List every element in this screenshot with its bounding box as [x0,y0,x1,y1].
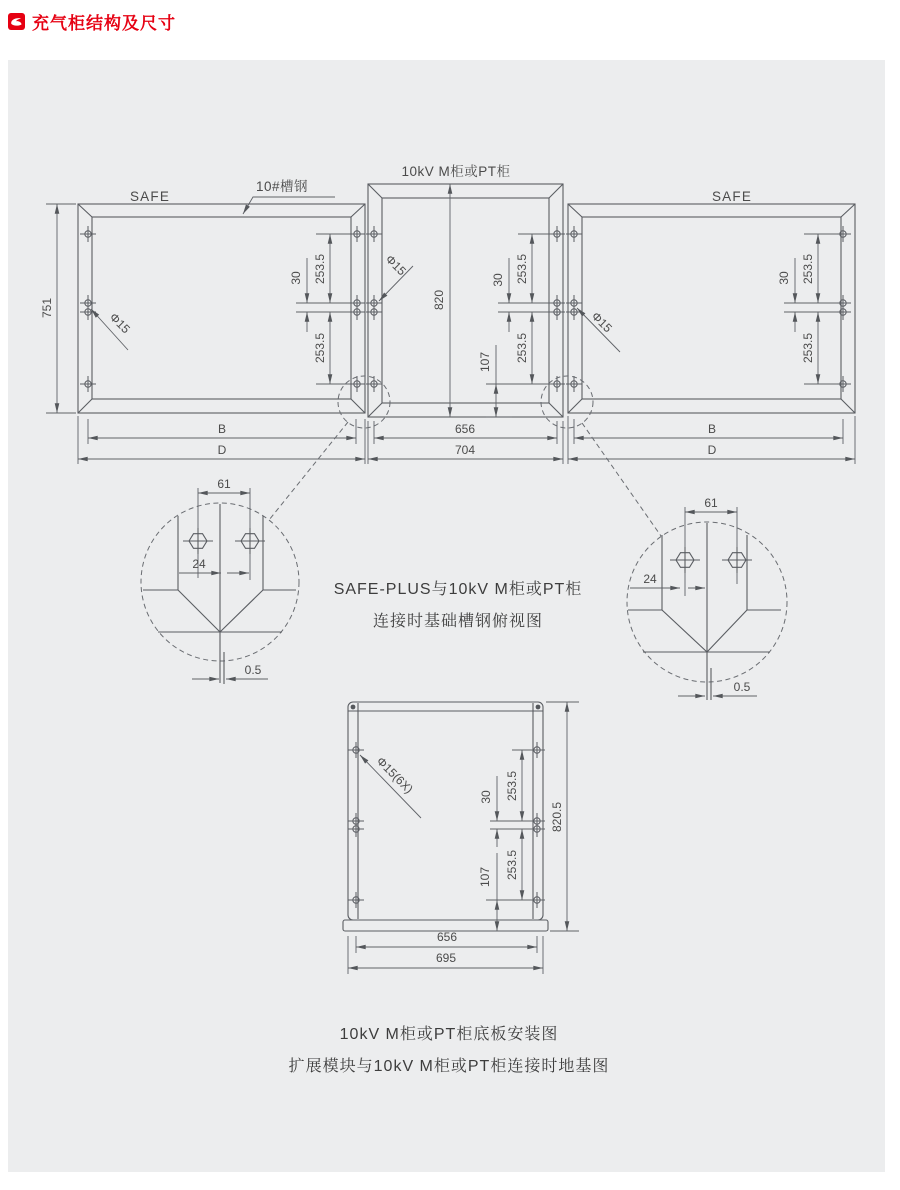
dim-text-751: 751 [40,297,54,319]
dim-text-0-5: 0.5 [733,680,751,694]
dim-text-24: 24 [643,572,657,586]
dim-text-253-5: 253.5 [515,253,529,285]
dim-text-107: 107 [478,866,492,888]
dim-text-253-5: 253.5 [505,770,519,802]
dim-text-24: 24 [192,557,206,571]
dim-text-253-5: 253.5 [515,332,529,364]
dim-text-820: 820 [432,289,446,311]
dim-text-253-5: 253.5 [313,253,327,285]
dim-text-D: D [217,443,227,457]
dim-text-820-5: 820.5 [550,801,564,833]
channel-steel-label: 10#槽钢 [256,179,309,194]
dim-text-0-5: 0.5 [244,663,262,677]
dim-text-656: 656 [436,930,458,944]
corner-weld-dot [351,705,356,710]
plan-caption-line1: SAFE-PLUS与10kV M柜或PT柜 [333,581,583,598]
right-safe-label: SAFE [711,189,753,204]
dim-text-253-5: 253.5 [801,332,815,364]
dia-label: Φ15 [588,309,615,336]
bottom-caption-line2: 扩展模块与10kV M柜或PT柜连接时地基图 [288,1058,610,1075]
dim-text-253-5: 253.5 [801,253,815,285]
dim-text-30: 30 [479,790,493,804]
dim-text-61: 61 [217,477,231,491]
bottom-caption-line1: 10kV M柜或PT柜底板安装图 [339,1026,559,1043]
dia-label: Φ15 [106,310,133,337]
dim-text-253-5: 253.5 [313,332,327,364]
cabinet-label: 10kV M柜或PT柜 [401,164,511,179]
dim-text-253-5: 253.5 [505,849,519,881]
dim-text-704: 704 [454,443,476,457]
dim-text-30: 30 [491,273,505,287]
page-header [8,9,176,34]
plan-caption-line2: 连接时基础槽钢俯视图 [372,613,544,630]
dim-text-B: B [217,422,227,436]
left-safe-label: SAFE [129,189,171,204]
dim-text-B: B [707,422,717,436]
dim-text-695: 695 [435,951,457,965]
dim-text-30: 30 [289,271,303,285]
dim-text-D: D [707,443,717,457]
dia-label-6x: Φ15(6X) [373,754,416,797]
dim-text-30: 30 [777,271,791,285]
brand-swoosh-icon [8,13,25,30]
corner-weld-dot [536,705,541,710]
dim-text-656: 656 [454,422,476,436]
dia-label: Φ15 [382,252,409,279]
dim-text-61: 61 [704,496,718,510]
dim-text-107: 107 [478,351,492,373]
page-title: 充气柜结构及尺寸 [32,14,176,33]
